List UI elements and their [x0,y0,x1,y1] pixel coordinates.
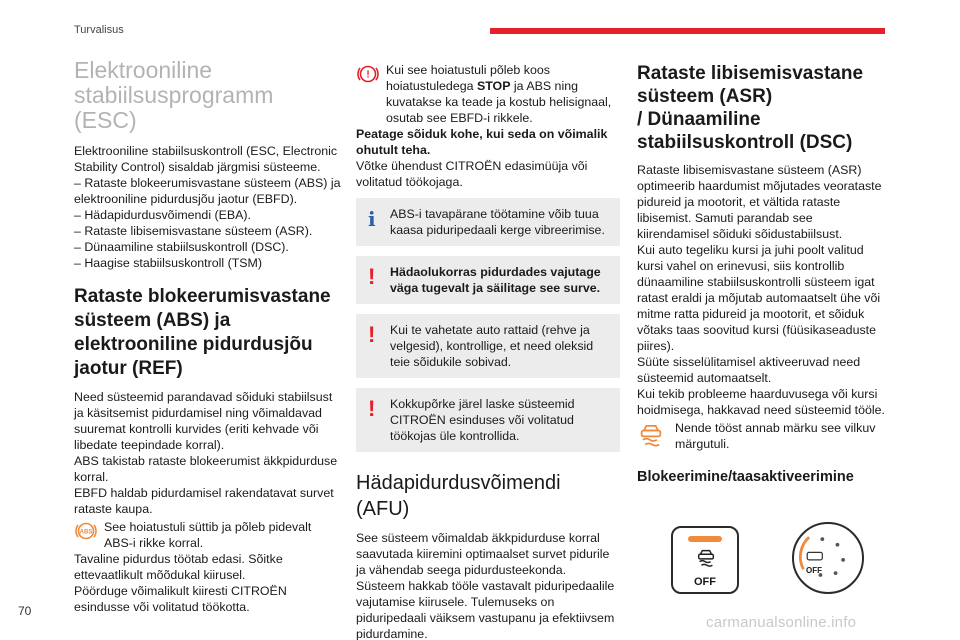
skidding-car-icon [695,546,717,568]
abs-warning-text: See hoiatustuli süttib ja põleb pidevalt ABS-i rikke korral. [104,520,312,550]
header-section-title: Turvalisus [74,24,124,36]
asr-indicator-text: Nende tööst annab märku see vilkuv märgutuli. [675,421,876,451]
abs-paragraph: ABS takistab rataste blokeerumist äkkpidurduse korral. [74,454,338,484]
block-title: Blokeerimine/taasaktiveerimine [637,469,854,485]
exclamation-icon: ! [368,322,376,347]
page-number: 70 [18,604,32,618]
asr-paragraph: Süüte sisselülitamisel aktiveeruvad need süsteemid automaatselt. [637,355,861,385]
system-list [74,175,342,271]
abs-paragraph: Need süsteemid parandavad sõiduki stabiilsust ja käsitsemist pidurdamisel ning võimaldavad suuremat kontrolli kurvides (eriti kehvade või libedate teepindade korral). [74,390,333,452]
exclamation-icon: ! [368,396,376,421]
list-item: – Rataste blokeerumisvastane süsteem (ABS) ja elektrooniline pidurdusjõu jaotur (EBFD). [74,176,341,206]
afu-title: Hädapidurdusvõimendi (AFU) [356,472,561,520]
indicator-led [688,536,722,542]
afu-paragraph: See süsteem võimaldab äkkpidurduse korral saavutada kiiremini optimaalset survet pidurile ja vähendab seega pidurdusteekonda. [356,531,610,577]
asr-paragraph: Kui auto tegeliku kursi ja juhi poolt valitud kursi vahel on erinevusi, siis kontrollib dünaamiline stabiilsuskontrolli süsteem igat ratast eraldi ja mõjutab automaatselt ühe või mitme ratta pidureid ja mootorit, et sõiduk võtaks taas soovitud kursi (füüsikaseaduste piires). [637,243,881,353]
skidding-car-icon [637,420,665,448]
exclamation-icon: ! [368,264,376,289]
button-off-label: OFF [694,576,716,588]
watermark: carmanualsonline.info [706,614,857,631]
svg-text:!: ! [366,69,370,81]
asr-paragraph: Rataste libisemisvastane süsteem (ASR) optimeerib haardumist mõjutades veorataste pidureid ja mootorit, et vältida rataste libisemist. Samuti parandab see kiirendamisel sõiduki sõidustabiilsust. [637,163,882,241]
column-left [74,52,342,615]
abs-warning-row [74,519,342,551]
svg-text:ABS: ABS [79,529,93,536]
asr-indicator-row [637,420,887,452]
dial-graphic [794,524,862,592]
header-accent-bar [490,28,885,34]
asr-off-button[interactable] [671,526,739,594]
info-box: i ABS-i tavapärane töötamine võib tuua kaasa piduripedaali kerge vibreerimise. [356,198,620,246]
brake-warning-text: Kui see hoiatustuli põleb koos hoiatustuledega STOP ja ABS ning kuvatakse ka teade ja kostub helisignaal, osutab see EBFD-i rikkele. [386,63,612,125]
info-icon: i [368,207,376,231]
drive-mode-dial[interactable] [792,522,864,594]
abs-warning-icon [74,519,98,543]
abs-paragraph: Pöörduge võimalikult kiiresti CITROËN esindusse või volitatud töökotta. [74,584,287,614]
list-item: – Rataste libisemisvastane süsteem (ASR). [74,224,313,238]
button-illustrations [637,516,887,606]
abs-title: Rataste blokeerumisvastane süsteem (ABS) ja elektrooniline pidurdusjõu jaotur (REF) [74,286,331,379]
brake-warning-icon [356,62,380,86]
column-middle [356,60,620,640]
brake-warning-row [356,62,620,126]
abs-paragraph: Tavaline pidurdus töötab edasi. Sõitke ettevaatlikult mõõdukal kiirusel. [74,552,283,582]
list-item: – Hädapidurdusvõimendi (EBA). [74,208,252,222]
list-item: – Dünaamiline stabiilsuskontroll (DSC). [74,240,289,254]
esc-intro: Elektrooniline stabiilsuskontroll (ESC, Electronic Stability Control) sisaldab järgmisi süsteeme. [74,144,338,174]
warning-box: ! Kui te vahetate auto rattaid (rehve ja velgesid), kontrollige, et need oleksid teie sõidukile sobivad. [356,314,620,378]
asr-paragraph: Kui tekib probleeme haarduvusega või kursi hoidmisega, hakkavad need süsteemid tööle. [637,387,885,417]
afu-paragraph: Süsteem hakkab tööle vastavalt piduripedaalile vajutamise kiirusele. Tulemuseks on piduripedaali väiksem vastupanu ja efektiivsem pidurdamine. [356,579,615,640]
abs-paragraph: EBFD haldab pidurdamisel rakendatavat survet rataste kaupa. [74,486,334,516]
stop-instruction: Peatage sõiduk kohe, kui seda on võimalik ohutult teha. [356,127,608,157]
list-item: – Haagise stabiilsuskontroll (TSM) [74,256,262,270]
contact-instruction: Võtke ühendust CITROËN edasimüüja või volitatud töökojaga. [356,159,588,189]
warning-box: ! Hädaolukorras pidurdades vajutage väga tugevalt ja säilitage see surve. [356,256,620,304]
warning-box: ! Kokkupõrke järel laske süsteemid CITROËN esinduses või volitatud töökojas üle kontrollida. [356,388,620,452]
dial-off-label: OFF [806,566,822,575]
asr-title: Rataste libisemisvastane süsteem (ASR) / Dünaamiline stabiilsuskontroll (DSC) [637,63,864,153]
column-right [637,56,887,606]
esc-title: Elektrooniline stabiilsusprogramm (ESC) [74,57,274,133]
